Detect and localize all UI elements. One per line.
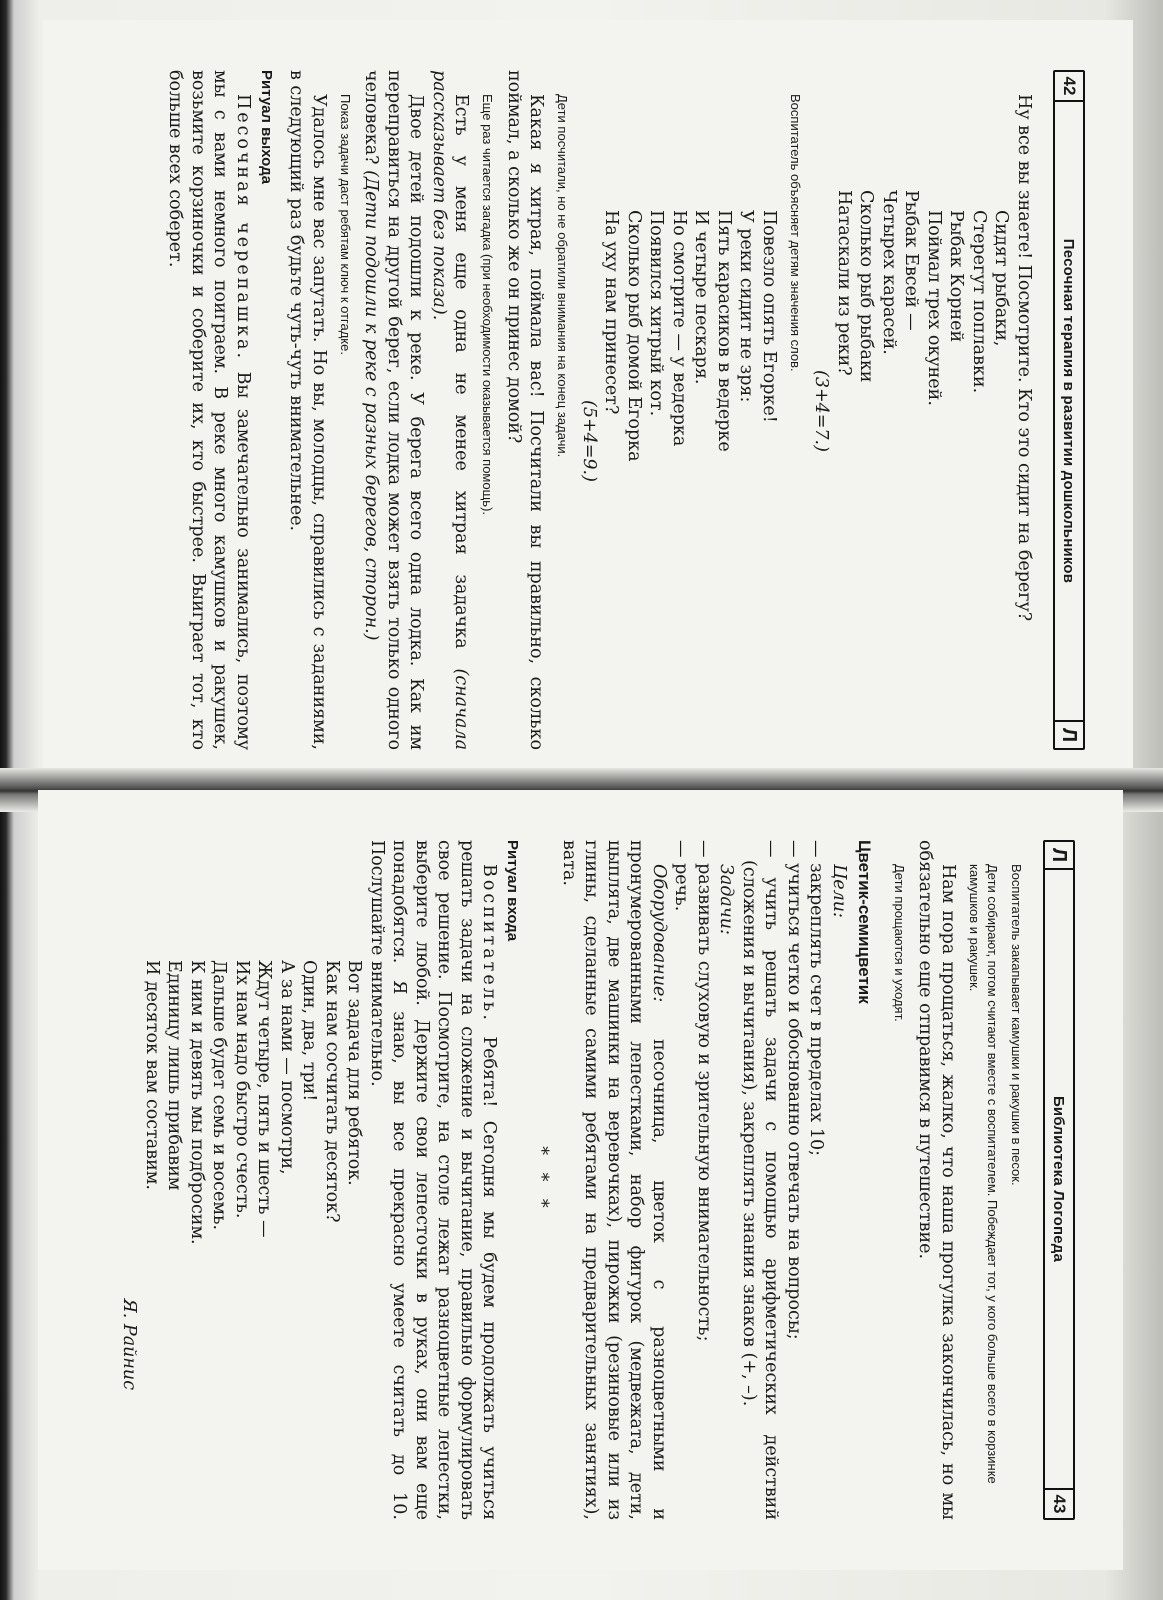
- right-page: [38, 790, 1123, 1570]
- goal-item: — закреплять счет в пределах 10;: [806, 840, 827, 1157]
- poem-line: У реки сидит не зря:: [736, 210, 757, 403]
- teacher-note: Еще раз читается загадка (при необходимости оказывается помощь).: [480, 94, 496, 516]
- equipment-text: песочница, цветок с разноцветными и пронумерованными лепестками, набор фигурок (медвежата, дети, цыплята, две машинки на веревочках), пирожки (резиновые или из глины, сделанные самими ребятами на предварительных занятиях), вата.: [559, 840, 669, 1520]
- goals-label: [828, 840, 851, 1520]
- tasks-label-text: Задачи:: [716, 864, 737, 935]
- poem-line: Пять карасиков в ведерке: [714, 210, 734, 452]
- poem-egorka: [600, 70, 780, 750]
- speaker-name: Воспитатель.: [479, 864, 500, 1023]
- poem-line: Единицу лишь прибавим: [164, 960, 185, 1191]
- page-number: 43: [1045, 1488, 1073, 1518]
- poem-line: И десяток вам составим.: [142, 960, 162, 1190]
- running-title: Библиотека Логопеда: [1050, 1095, 1068, 1263]
- poem-line: Их нам надо быстро счесть.: [232, 960, 252, 1219]
- paragraph: [360, 70, 428, 750]
- poem-line: Рыбак Евсей —: [901, 190, 922, 331]
- paragraph-italic: (Дети подошли к реке с разных берегов, сторон.): [361, 170, 382, 641]
- teacher-note: Воспитатель закапывает камушки и ракушки в песок.: [1009, 864, 1024, 1186]
- equipment-paragraph: [558, 840, 671, 1520]
- goal-item: — учить решать задачи с помощью арифметических действий (сложения и вычитания), закреплять знания знаков (+, –).: [739, 840, 782, 1520]
- goals-label-text: Цели:: [829, 864, 849, 918]
- teacher-note: Дети прощаются и уходят.: [892, 864, 907, 1022]
- poem-line: Дальше будет семь и восемь.: [209, 960, 230, 1231]
- poem-line: Сколько рыб домой Егорка: [624, 210, 644, 462]
- paragraph: [164, 70, 254, 750]
- lesson-title: Цветик-семицветик: [855, 840, 874, 1004]
- paragraph: Какая я хитрая, поймала вас! Посчитали вы правильно, сколько поймал, а сколько же он принес домой?: [504, 70, 547, 750]
- poem-line: Стерегут поплавки.: [969, 210, 989, 394]
- poem-line: Сколько рыб рыбаки: [856, 190, 877, 383]
- poem-line: Появился хитрый кот.: [646, 210, 667, 417]
- poem-line: Рыбак Корней: [946, 210, 967, 343]
- running-title: Песочная терапия в развитии дошкольников: [1060, 238, 1078, 584]
- logo-letter: Л: [1045, 842, 1073, 870]
- paragraph: Нам пора прощаться, жалко, что наша прогулка закончилась, но мы обязательно еще отправимся в путешествие.: [915, 840, 958, 1520]
- paragraph: [428, 70, 473, 750]
- paragraph: [366, 840, 501, 1520]
- poem-line: Один, два, три!: [299, 960, 320, 1102]
- tasks-label: [715, 840, 738, 1520]
- logo-letter: Л: [1055, 720, 1083, 748]
- speaker-name: Песочная черепашка.: [233, 94, 253, 362]
- poem-line: Как нам сосчитать десяток?: [322, 960, 342, 1223]
- poem-line: Вот задача для ребяток.: [344, 960, 365, 1186]
- teacher-note: Дети посчитали, но не обратили внимания на конец задачи.: [555, 94, 571, 458]
- task-item: — развивать слуховую и зрительную внимательность;: [694, 840, 714, 1342]
- intro-paragraph: Ну все вы знаете! Посмотрите. Кто это сидит на берегу?: [1014, 94, 1034, 622]
- section-heading: Ритуал выхода: [258, 70, 275, 184]
- section-heading: Ритуал входа: [504, 840, 522, 942]
- page-number: 42: [1055, 72, 1083, 102]
- right-page-header: [1043, 840, 1075, 1520]
- paragraph-italic: (сначала рассказывает без показа).: [429, 70, 472, 750]
- poem-counting: [141, 840, 366, 1520]
- formula: (5+4=9.): [579, 400, 599, 482]
- formula: (3+4=7.): [811, 370, 832, 452]
- paragraph-text: Ребята! Сегодня мы будем продолжать учиться решать задачи на сложение и вычитание, правильно формулировать свое решение. Посмотрите, на столе лежат разноцветные лепестки, выберите любой. Держите свои лепесточки в руках, они вам еще понадобятся. Я знаю, вы все прекрасно умеете считать до 10. Послушайте внимательно.: [367, 840, 500, 1520]
- poem-author: Я. Райнис: [119, 1298, 140, 1390]
- poem-line: К ним и девять мы подбросим.: [187, 960, 207, 1245]
- poem-line: На уху нам принесет?: [601, 210, 622, 415]
- poem-line: Четырех карасей.: [879, 190, 899, 355]
- paragraph: Удалось мне вас запутать. Но вы, молодцы, справились с заданиями, в следующий раз будьте чуть-чуть внимательнее.: [286, 70, 329, 750]
- paragraph-text: Есть у меня еще одна не менее хитрая задачка: [451, 94, 472, 669]
- equipment-label: Оборудование:: [649, 864, 669, 1003]
- poem-line: И четыре пескаря.: [691, 210, 712, 385]
- paragraph-text: Вы замечательно занимались, поэтому мы с вами немного поиграем. В реке много камушков и ракушек, возьмите корзиночки и соберите их, кто быстрее. Выиграет тот, кто больше всех соберет.: [165, 70, 253, 750]
- section-divider: * * *: [531, 1146, 552, 1214]
- poem-line: Ждут четыре, пять и шесть —: [254, 960, 275, 1238]
- poem-line: А за нами — посмотри,: [277, 960, 297, 1175]
- poem-line: Натаскали из реки?: [834, 190, 854, 376]
- teacher-note: Дети собирают, потом считают вместе с воспитателем. Побеждает тот, у кого больше всего в корзинке камушков и ракушек.: [967, 864, 1000, 1484]
- poem-line: Поймал трех окуней.: [924, 210, 944, 406]
- poem-line: Повезло опять Егорке!: [759, 210, 779, 423]
- paragraph-text: Двое детей подошли к реке. У берега всего одна лодка. Как им переправиться на другой берег, если лодка может взять только одного человека?: [361, 70, 427, 750]
- teacher-note: Показ задачи даст ребятам ключ к отгадке.: [338, 94, 353, 355]
- goal-item: — учиться четко и обоснованно отвечать на вопросы;: [784, 840, 804, 1340]
- poem-line: Но смотрите — у ведерка: [669, 210, 689, 447]
- left-page-header: [1053, 70, 1085, 750]
- poem-fishermen: [833, 70, 1013, 750]
- left-page: [43, 20, 1133, 800]
- teacher-note: Воспитатель объясняет детям значения слов.: [788, 94, 803, 372]
- poem-line: Сидят рыбаки,: [991, 210, 1012, 347]
- task-item: — речь.: [671, 840, 692, 912]
